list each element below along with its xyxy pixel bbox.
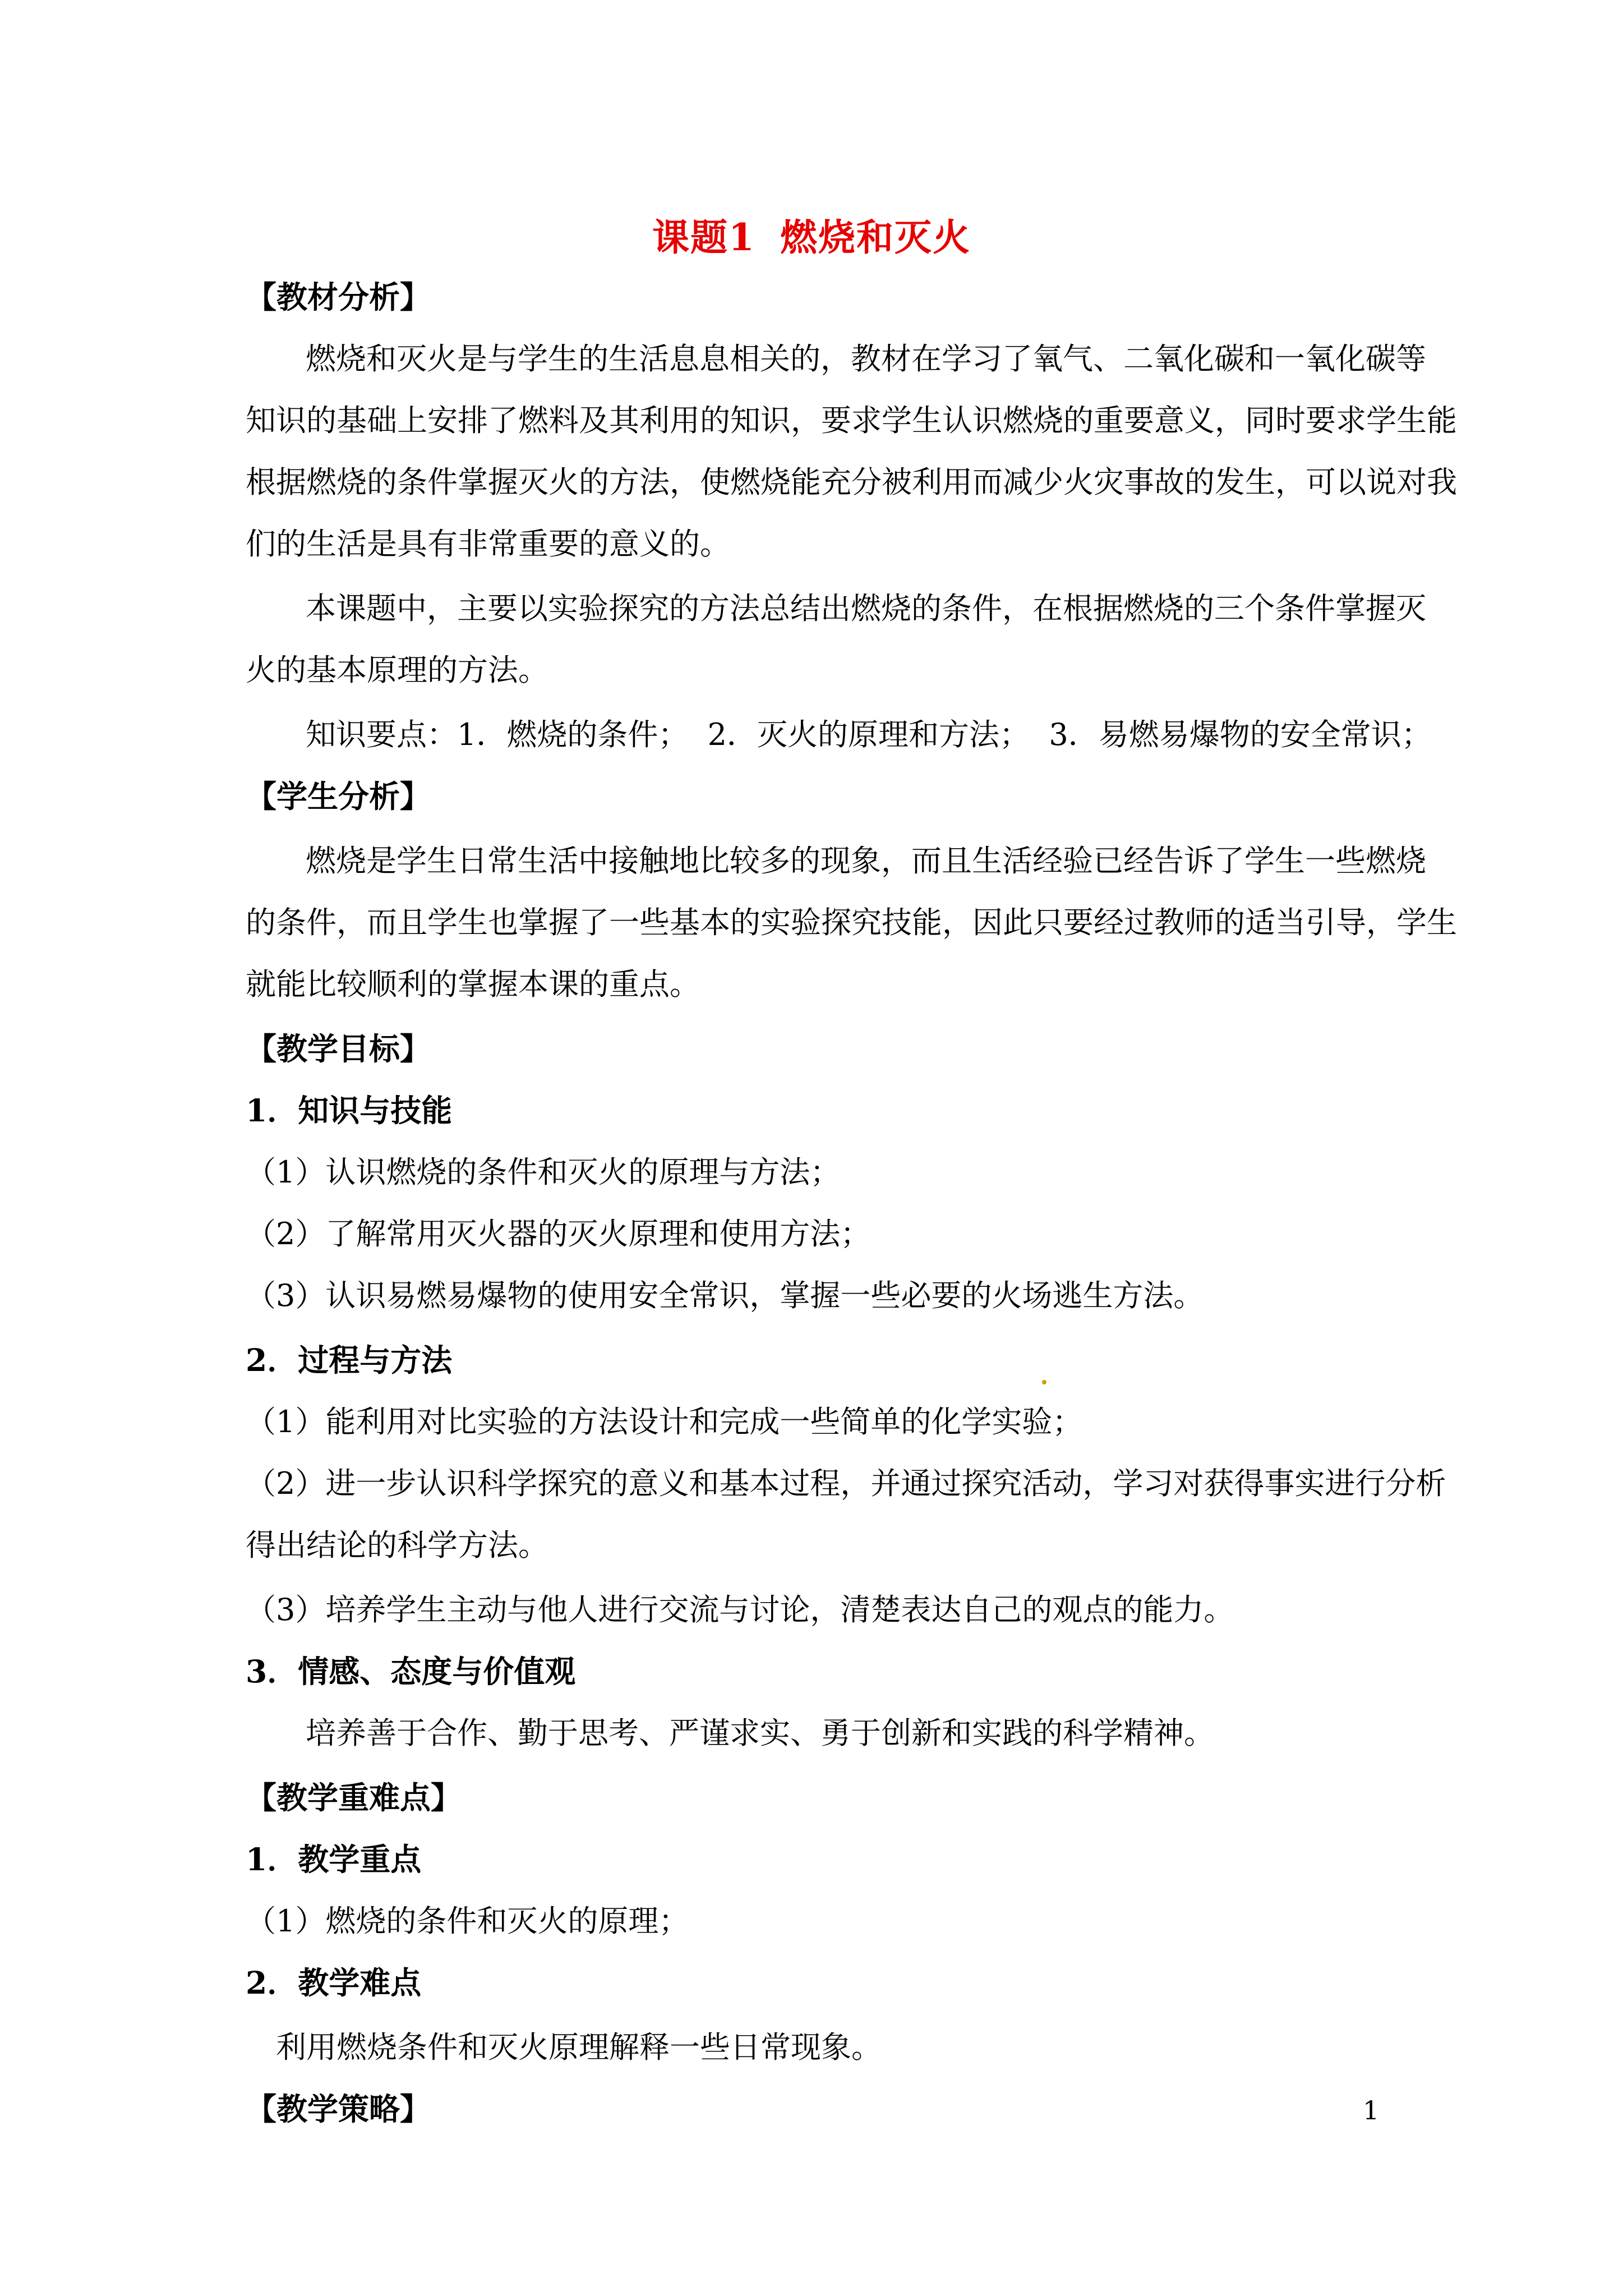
section-heading-student-analysis: 【学生分析】 [246,778,431,815]
section-heading-textbook-analysis: 【教材分析】 [246,279,431,315]
list-item: （1）能利用对比实验的方法设计和完成一些简单的化学实验； [246,1404,1083,1439]
page-number: 1 [1363,2095,1380,2125]
list-item-continuation: 得出结论的科学方法。 [246,1527,548,1563]
subheading-process-method: 2．过程与方法 [246,1342,453,1378]
paragraph-line: 本课题中，主要以实验探究的方法总结出燃烧的条件，在根据燃烧的三个条件掌握灭 [306,591,1426,626]
paragraph-line: 利用燃烧条件和灭火原理解释一些日常现象。 [276,2030,882,2065]
subheading-difficult-points: 2．教学难点 [246,1964,422,2001]
paragraph-line: 培养善于合作、勤于思考、严谨求实、勇于创新和实践的科学精神。 [306,1715,1214,1751]
list-item: （3）培养学生主动与他人进行交流与讨论，清楚表达自己的观点的能力。 [246,1592,1234,1627]
knowledge-points: 知识要点：1．燃烧的条件； 2．灭火的原理和方法； 3．易燃易爆物的安全常识； [306,717,1432,752]
paragraph-line: 燃烧是学生日常生活中接触地比较多的现象，而且生活经验已经告诉了学生一些燃烧 [306,843,1426,878]
list-item: （1）认识燃烧的条件和灭火的原理与方法； [246,1154,841,1190]
stray-mark [1042,1380,1046,1384]
paragraph-line: 根据燃烧的条件掌握灭火的方法，使燃烧能充分被利用而减少火灾事故的发生，可以说对我 [246,464,1457,500]
title-topic: 燃烧和灭火 [780,215,971,259]
section-heading-teaching-strategy: 【教学策略】 [246,2091,431,2127]
list-item: （2）了解常用灭火器的灭火原理和使用方法； [246,1216,871,1251]
subheading-key-points: 1．教学重点 [246,1841,422,1878]
page-title [0,208,1623,261]
paragraph-line: 燃烧和灭火是与学生的生活息息相关的，教材在学习了氧气、二氧化碳和一氧化碳等 [306,341,1426,376]
title-lesson-number: 课题1 [652,215,755,259]
paragraph-line: 的条件，而且学生也掌握了一些基本的实验探究技能，因此只要经过教师的适当引导，学生 [246,905,1457,940]
paragraph-line: 火的基本原理的方法。 [246,652,548,688]
paragraph-line: 们的生活是具有非常重要的意义的。 [246,526,730,562]
list-item: （2）进一步认识科学探究的意义和基本过程，并通过探究活动，学习对获得事实进行分析 [246,1466,1446,1501]
section-heading-teaching-objectives: 【教学目标】 [246,1030,431,1067]
subheading-knowledge-skills: 1．知识与技能 [246,1092,453,1129]
subheading-emotion-values: 3．情感、态度与价值观 [246,1653,576,1690]
paragraph-line: 就能比较顺利的掌握本课的重点。 [246,967,700,1002]
section-heading-key-difficult-points: 【教学重难点】 [246,1779,462,1816]
list-item: （1）燃烧的条件和灭火的原理； [246,1903,689,1939]
list-item: （3）认识易燃易爆物的使用安全常识，掌握一些必要的火场逃生方法。 [246,1278,1204,1313]
paragraph-line: 知识的基础上安排了燃料及其利用的知识，要求学生认识燃烧的重要意义，同时要求学生能 [246,403,1457,438]
